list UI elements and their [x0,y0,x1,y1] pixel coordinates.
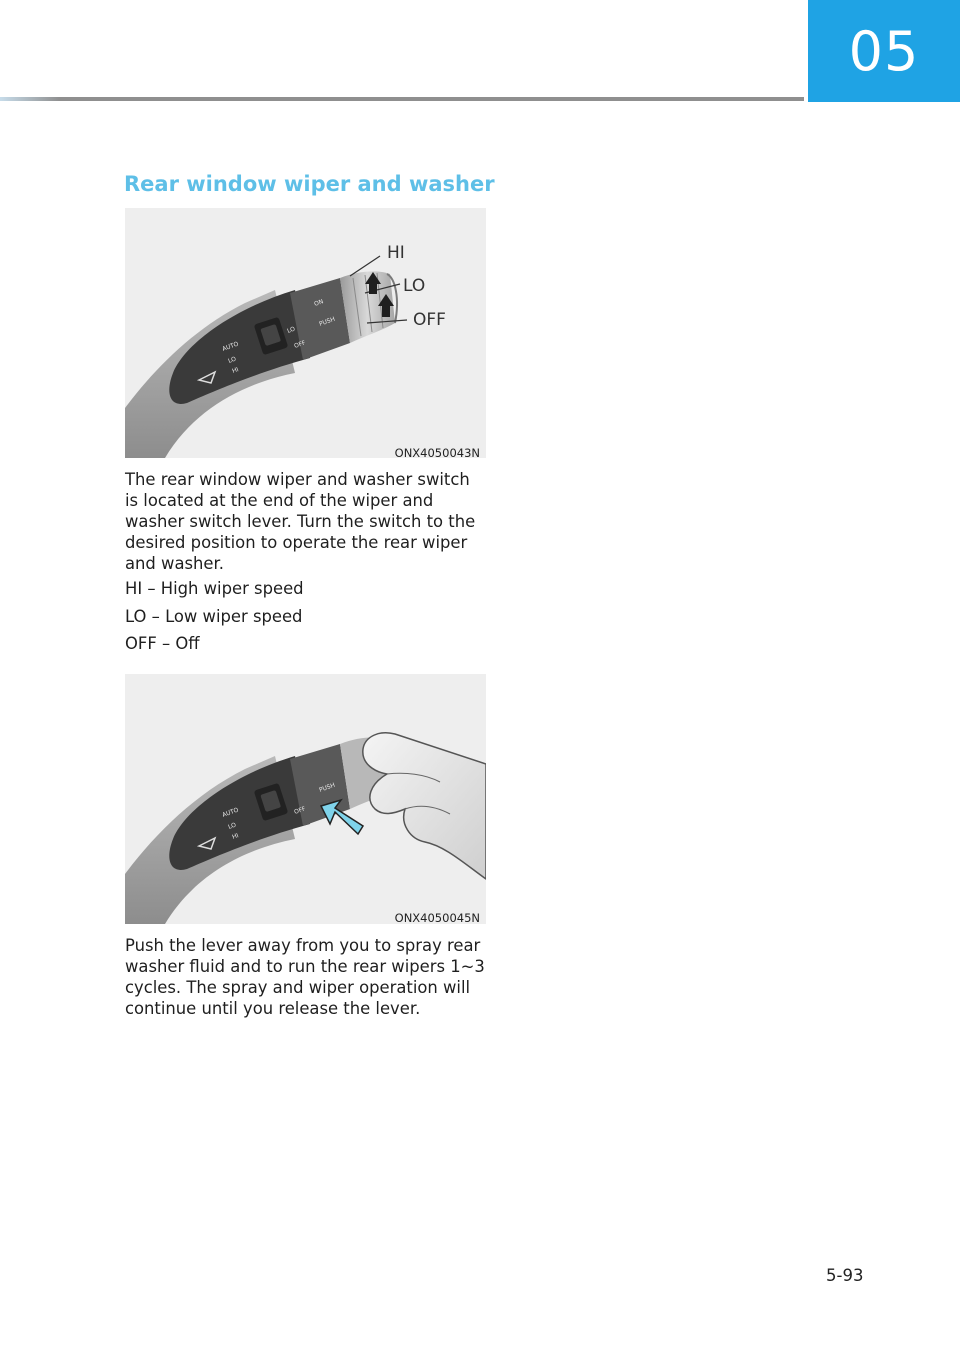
callout-off: OFF [413,310,446,330]
switch-label-off: OFF [293,805,307,816]
chapter-number: 05 [848,19,920,83]
switch-label-on: ON [313,298,325,308]
callout-hi: HI [387,243,405,263]
mode-hi: HI – High wiper speed [125,579,304,598]
intro-paragraph: The rear window wiper and washer switch is located at the end of the wiper and washer switch lever. Turn the switch to the desired position to operate the rear wiper and washer. [125,470,476,573]
chapter-tab [808,0,960,102]
switch-label-hi: HI [231,832,240,841]
washer-push-illustration [125,674,486,924]
switch-label-hi: HI [231,366,240,375]
figure-washer-push [125,674,486,924]
switch-label-lo: LO [227,355,238,365]
figure-code: ONX4050045N [394,911,480,925]
section-title: Rear window wiper and washer [124,172,495,196]
figure-wiper-switch-positions [125,208,486,458]
wiper-lever-illustration [125,208,486,458]
switch-label-push: PUSH [318,781,337,794]
washer-paragraph: Push the lever away from you to spray rear washer fluid and to run the rear wipers 1~3 cycles. The spray and wiper operation will continue until you release the lever. [125,936,485,1018]
switch-label-auto: AUTO [221,806,240,819]
switch-label-lo: LO [227,821,238,831]
figure-code: ONX4050043N [394,446,480,460]
switch-label-auto: AUTO [221,340,240,353]
page-number: 5-93 [826,1266,864,1285]
switch-label-off: OFF [293,339,307,350]
callout-lo: LO [403,276,426,296]
switch-label-push: PUSH [318,315,337,328]
mode-off: OFF – Off [125,634,200,653]
mode-lo: LO – Low wiper speed [125,607,303,626]
header-rule [0,97,804,101]
switch-label-lo-2: LO [286,325,297,335]
